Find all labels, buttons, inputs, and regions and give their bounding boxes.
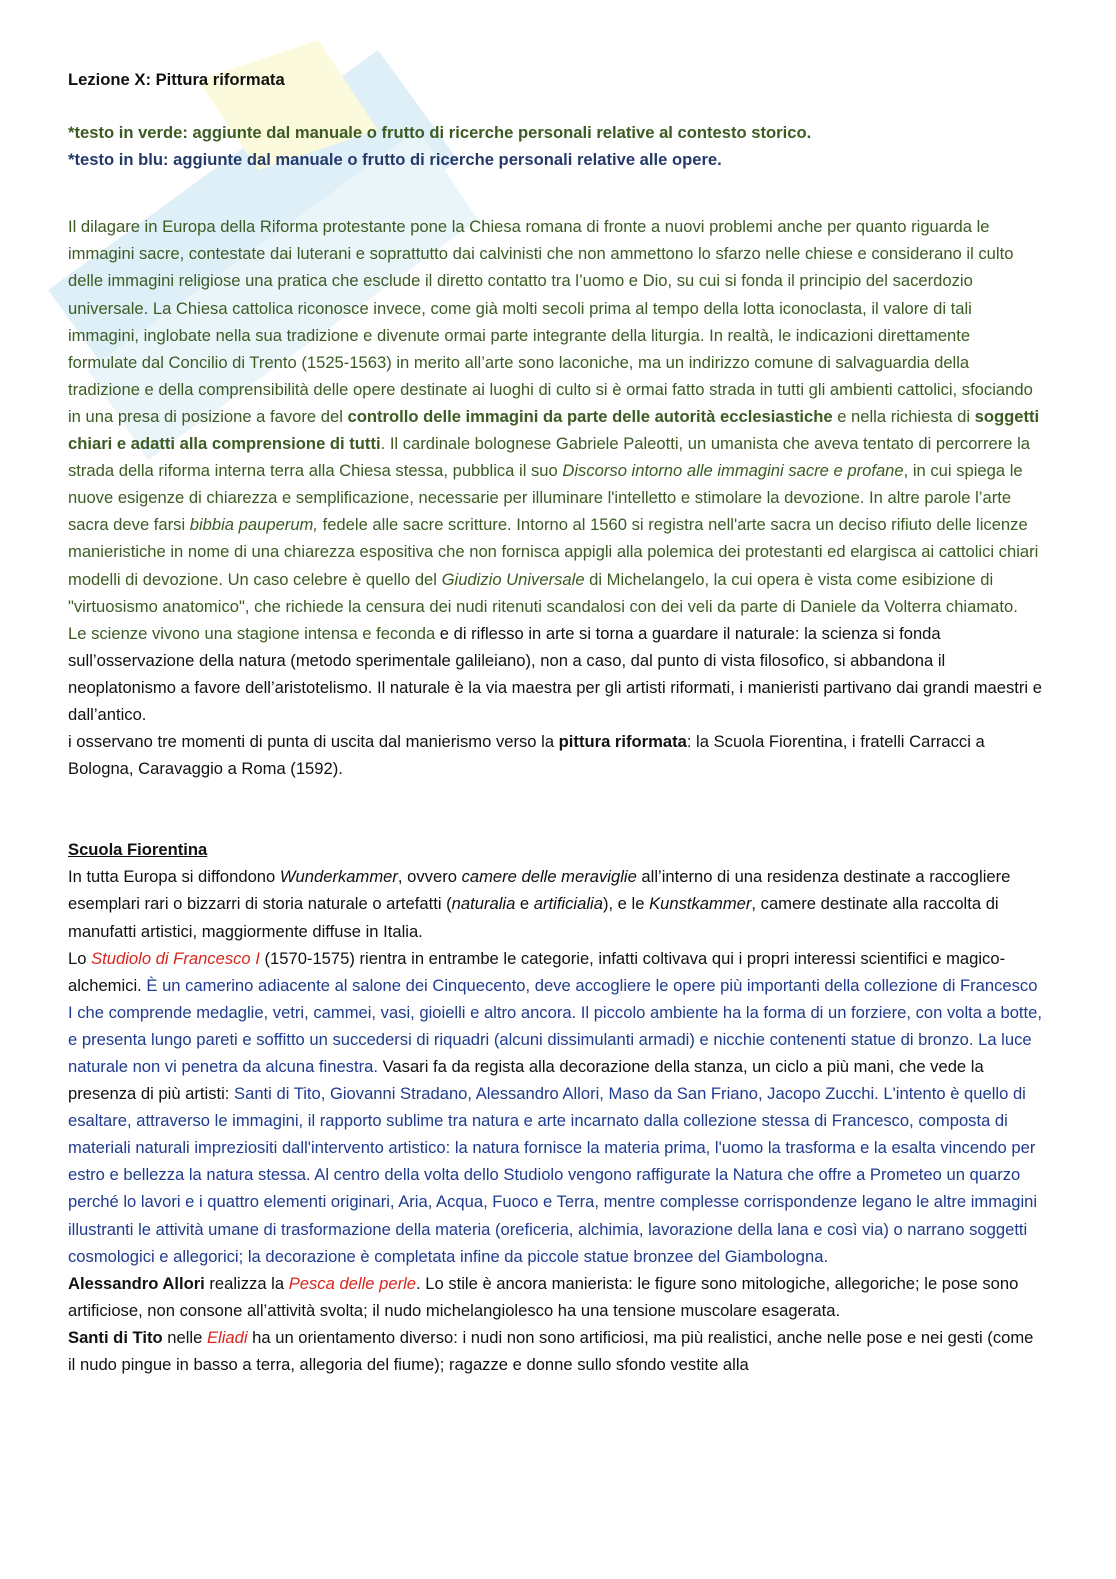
intro-paragraph <box>68 213 1043 619</box>
santi-di-tito-paragraph <box>68 1324 1043 1378</box>
text-black: ha un orientamento diverso: i nudi non sono artificiosi, ma più realistici, anche nelle pose e nei gesti (come il nudo pingue in basso a terra, allegoria del fiume); ragazze e donne sullo sfondo vestite alla <box>68 1327 1034 1375</box>
text-black: realizza la <box>204 1273 289 1293</box>
text-green-bold: soggetti chiari e adatti alla comprensione di tutti <box>68 406 1040 454</box>
text-bold: pittura riformata <box>558 732 687 752</box>
text-green: e nella richiesta di <box>832 406 975 426</box>
text-black: In tutta Europa si diffondono <box>68 867 280 887</box>
text-black: nelle <box>162 1327 207 1347</box>
text-black: (1570-1575) rientra in entrambe le categorie, infatti coltivava qui i propri interessi scientifici e magico-alchemici. <box>68 948 1006 995</box>
artwork-title-red: Eliadi <box>206 1327 248 1347</box>
studiolo-paragraph <box>68 945 1043 1270</box>
document-body <box>68 66 1043 1378</box>
artist-name: Santi di Tito <box>68 1327 163 1347</box>
text-italic: naturalia <box>451 894 516 914</box>
text-black: i osservano tre momenti di punta di uscita dal manierismo verso la <box>68 732 559 752</box>
text-black: e <box>515 894 534 914</box>
text-green-italic: bibbia pauperum, <box>189 515 318 535</box>
wunderkammer-paragraph <box>68 863 1043 944</box>
allori-paragraph <box>68 1270 1043 1324</box>
moments-paragraph <box>68 728 1043 782</box>
text-italic: Wunderkammer <box>279 867 398 887</box>
science-paragraph <box>68 620 1043 728</box>
text-black: Lo <box>68 948 92 968</box>
text-black: ), e le <box>602 894 650 914</box>
text-black: e di riflesso in arte si torna a guardare il naturale: la scienza si fonda sull’osservazione della natura (metodo sperimentale galileiano), non a caso, dal punto di vista filosofico, si abbandona il neoplatonismo a favore dell’aristotelismo. Il naturale è la via maestra per gli artisti riformati, i manieristi partivano dai grandi maestri e dall’antico. <box>68 623 1042 724</box>
legend-blue: *testo in blu: aggiunte dal manuale o frutto di ricerche personali relative alle opere. <box>68 150 722 170</box>
text-italic: Kunstkammer <box>649 894 752 914</box>
text-black: : la Scuola Fiorentina, i fratelli Carracci a Bologna, Caravaggio a Roma (1592). <box>68 732 985 779</box>
text-blue: Santi di Tito, Giovanni Stradano, Alessandro Allori, Maso da San Friano, Jacopo Zucchi. L'intento è quello di esaltare, attraverso le immagini, il rapporto sublime tra natura e arte incarnato dalla collezione stessa di Francesco, composta di materiali naturali impreziositi dall'intervento artistico: la natura fornisce la materia prima, l'uomo la trasforma e la esalta vincendo per estro e bellezza la natura stessa. Al centro della volta dello Studiolo vengono raffigurate la Natura che offre a Prometeo un quarzo perché lo lavori e i quattro elementi originari, Aria, Acqua, Fuoco e Terra, mentre complesse corrispondenze legano le altre immagini illustranti le attività umane di trasformazione della materia (oreficeria, alchimia, lavorazione della lana e così via) o narrano soggetti cosmologici e allegorici; la decorazione è completata infine da piccole statue bronzee del Giambologna. <box>68 1084 1038 1266</box>
text-blue: È un camerino adiacente al salone dei Cinquecento, deve accogliere le opere più importanti della collezione di Francesco I che comprende medaglie, vetri, cammei, vasi, gioielli e altro ancora. Il piccolo ambiente ha la forma di un forziere, con volta a botte, e presenta lungo pareti e soffitto un succedersi di riquadri (alcuni dissimulanti armadi) e nicchie contenenti statue di bronzo. La luce naturale non vi penetra da alcuna finestra. <box>68 975 1042 1076</box>
text-italic: camere delle meraviglie <box>461 867 637 887</box>
text-green: Le scienze vivono una stagione intensa e feconda <box>68 623 436 643</box>
text-green: Il dilagare in Europa della Riforma protestante pone la Chiesa romana di fronte a nuovi problemi anche per quanto riguarda le immagini sacre, contestate dai luterani e soprattutto dai calvinisti che non ammettono lo sfarzo nelle chiese e considerano il culto delle immagini religiose una pratica che esclude il diretto contatto tra l’uomo e Dio, su cui si fonda il principio del sacerdozio universale. La Chiesa cattolica riconosce invece, come già molti secoli prima al tempo della lotta iconoclasta, il valore di tali immagini, inglobate nella sua tradizione e divenute ormai parte integrante della liturgia. In realtà, le indicazioni direttamente formulate dal Concilio di Trento (1525-1563) in merito all’arte sono laconiche, ma un indirizzo comune di salvaguardia della tradizione e della comprensibilità delle opere destinate ai luoghi di culto si è ormai fatto strada in tutti gli ambienti cattolici, sfociando in una presa di posizione a favore del <box>68 217 1033 426</box>
text-black: . Lo stile è ancora manierista: le figure sono mitologiche, allegoriche; le pose sono artificiose, non consone all’attività svolta; il nudo michelangiolesco ha una tensione muscolare esagerata. <box>68 1273 1019 1320</box>
artwork-title-red: Pesca delle perle <box>288 1273 417 1293</box>
text-green: , in cui spiega le nuove esigenze di chiarezza e semplificazione, necessarie per illuminare l'intelletto e stimolare la devozione. In altre parole l’arte sacra deve farsi <box>68 461 1023 535</box>
text-green: di Michelangelo, la cui opera è vista come esibizione di "virtuosismo anatomico", che richiede la censura dei nudi ritenuti scandalosi con dei veli da parte di Daniele da Volterra chiamato. <box>68 569 1018 616</box>
text-black: , camere destinate alla raccolta di manufatti artistici, maggiormente diffuse in Italia. <box>68 894 999 941</box>
page-title: Lezione X: Pittura riformata <box>68 70 285 89</box>
text-green-italic: Discorso intorno alle immagini sacre e profane <box>562 461 904 481</box>
text-black: all’interno di una residenza destinate a raccogliere esemplari rari o bizzarri di storia naturale o artefatti ( <box>68 867 1011 914</box>
text-black: Vasari fa da regista alla decorazione della stanza, un ciclo a più mani, che vede la presenza di più artisti: <box>68 1057 984 1104</box>
text-black: , ovvero <box>397 867 462 887</box>
artwork-title-red: Studiolo di Francesco I <box>91 948 260 968</box>
text-green-italic: Giudizio Universale <box>441 569 585 589</box>
text-green-bold: controllo delle immagini da parte delle autorità ecclesiastiche <box>347 406 833 426</box>
legend-green: *testo in verde: aggiunte dal manuale o frutto di ricerche personali relative al contesto storico. <box>68 123 812 143</box>
text-italic: artificialia <box>533 894 603 914</box>
text-green: . Il cardinale bolognese Gabriele Paleotti, un umanista che aveva tentato di percorrere la strada della riforma interna terra alla Chiesa stessa, pubblica il suo <box>68 434 1030 481</box>
artist-name: Alessandro Allori <box>68 1273 205 1293</box>
text-green: fedele alle sacre scritture. Intorno al 1560 si registra nell'arte sacra un deciso rifiuto delle licenze manieristiche in nome di una chiarezza espositiva che non fornisca appigli alla polemica dei protestanti ed elargisca ai cattolici chiari modelli di devozione. Un caso celebre è quello del <box>68 515 1039 589</box>
section-heading: Scuola Fiorentina <box>68 840 208 860</box>
